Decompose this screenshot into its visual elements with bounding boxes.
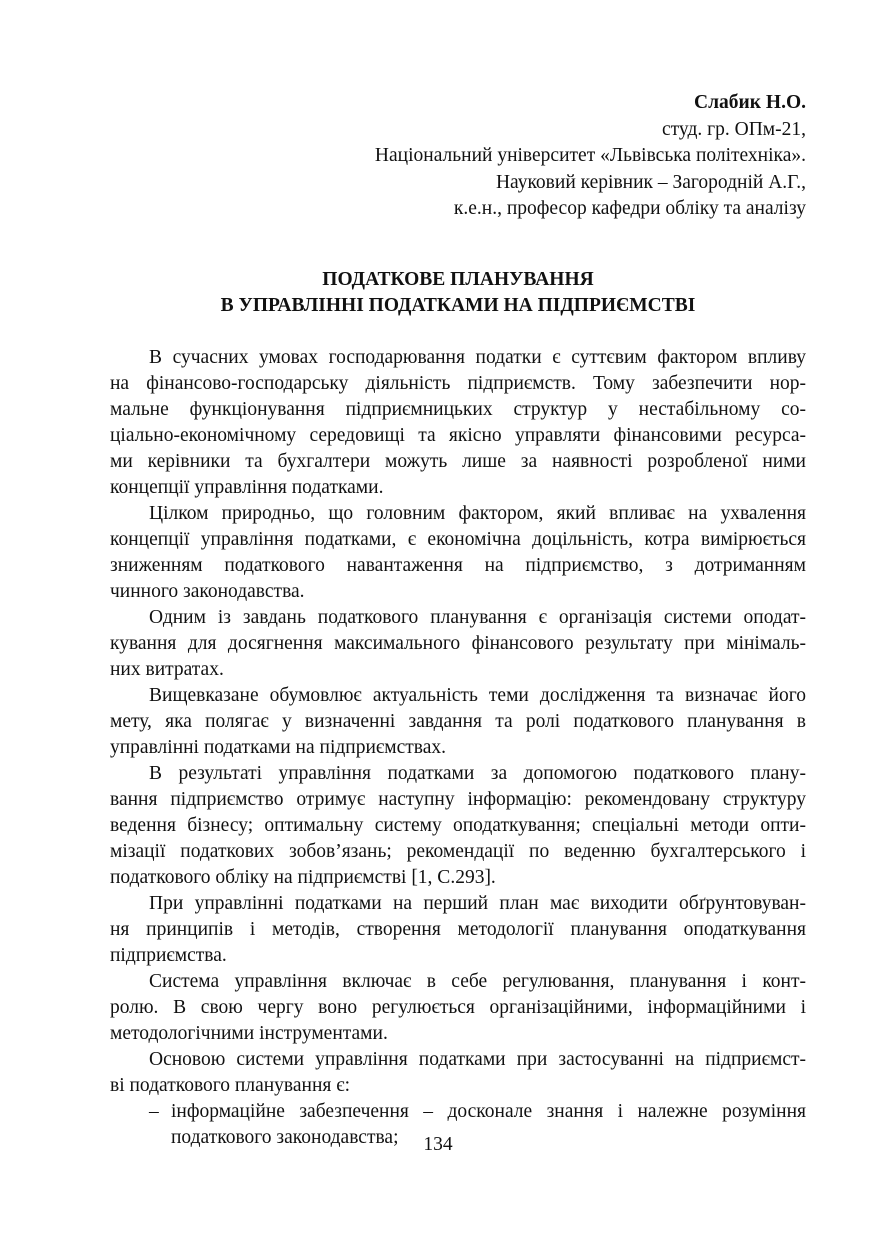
- paragraph-line: чинного законодавства.: [110, 580, 305, 602]
- article-title: [110, 267, 806, 319]
- paragraph-line: Система управління включає в себе регулювання, планування і конт-: [149, 970, 806, 992]
- paragraph-line: ві податкового планування є:: [110, 1074, 351, 1096]
- paragraph: [110, 891, 806, 969]
- author-name: Слабик Н.О.: [694, 92, 806, 113]
- paragraph-line: Вищевказане обумовлює актуальність теми дослідження та визначає його: [149, 684, 806, 706]
- page-number: 134: [423, 1134, 453, 1155]
- paragraph-line: на фінансово-господарську діяльність підприємств. Тому забезпечити нор-: [110, 372, 806, 394]
- paragraph-line: мізації податкових зобов’язань; рекомендації по веденню бухгалтерського і: [110, 840, 806, 862]
- author-university: Національний університет «Львівська політехніка».: [374, 145, 806, 166]
- document-page: [110, 90, 806, 1151]
- list-item-line: інформаційне забезпечення – досконале знання і належне розуміння: [171, 1100, 806, 1122]
- supervisor-title: к.е.н., професор кафедри обліку та аналізу: [453, 198, 806, 219]
- paragraph-line: методологічними інструментами.: [110, 1022, 388, 1044]
- author-group: студ. гр. ОПм-21,: [662, 118, 806, 140]
- paragraph: [110, 605, 806, 683]
- list-item-line: податкового законодавства;: [171, 1126, 399, 1148]
- title-line-1: ПОДАТКОВЕ ПЛАНУВАННЯ: [322, 268, 594, 290]
- paragraph-line: мету, яка полягає у визначенні завдання та ролі податкового планування в: [110, 710, 806, 732]
- paragraph-line: Одним із завдань податкового планування є організація системи оподат-: [149, 606, 806, 628]
- paragraph: [110, 345, 806, 501]
- paragraph: [110, 969, 806, 1047]
- paragraph-line: ролю. В свою чергу воно регулюється організаційними, інформаційними і: [110, 996, 806, 1018]
- paragraph-line: В результаті управління податками за допомогою податкового плану-: [149, 762, 806, 784]
- paragraph-line: зниженням податкового навантаження на підприємство, з дотриманням: [110, 554, 806, 576]
- paragraph-line: ціально-економічному середовищі та якісно управляти фінансовими ресурса-: [110, 424, 806, 446]
- paragraph: [110, 501, 806, 605]
- paragraph-line: ми керівники та бухгалтери можуть лише за наявності розробленої ними: [110, 450, 806, 472]
- paragraph-line: управлінні податками на підприємствах.: [110, 736, 447, 758]
- paragraph-line: Основою системи управління податками при застосуванні на підприємст-: [149, 1048, 806, 1070]
- paragraph-line: податкового обліку на підприємстві [1, С.293].: [110, 866, 496, 888]
- paragraph-line: підприємства.: [110, 944, 227, 966]
- article-body: [110, 345, 806, 1151]
- paragraph-line: Цілком природньо, що головним фактором, який впливає на ухвалення: [149, 502, 806, 524]
- paragraph-line: ня принципів і методів, створення методології планування оподаткування: [110, 918, 806, 940]
- paragraph-line: ведення бізнесу; оптимальну систему оподаткування; спеціальні методи опти-: [110, 814, 806, 836]
- paragraph-line: кування для досягнення максимального фінансового результату при мінімаль-: [110, 632, 806, 654]
- paragraph-line: В сучасних умовах господарювання податки є суттєвим фактором впливу: [149, 346, 806, 368]
- paragraph-line: мальне функціонування підприємницьких структур у нестабільному со-: [110, 398, 806, 420]
- title-line-2: В УПРАВЛІННІ ПОДАТКАМИ НА ПІДПРИЄМСТВІ: [220, 294, 696, 316]
- list-dash: –: [149, 1100, 159, 1122]
- paragraph: [110, 683, 806, 761]
- paragraph: [110, 761, 806, 891]
- author-block: [110, 90, 806, 223]
- paragraph: [110, 1047, 806, 1099]
- supervisor: Науковий керівник – Загородній А.Г.,: [495, 171, 806, 193]
- paragraph-line: концепції управління податками.: [110, 476, 384, 498]
- paragraph-line: концепції управління податками, є економічна доцільність, котра вимірюється: [110, 528, 806, 550]
- paragraph-line: При управлінні податками на перший план має виходити обґрунтовуван-: [149, 892, 806, 914]
- paragraph-line: вання підприємство отримує наступну інформацію: рекомендовану структуру: [110, 788, 806, 810]
- paragraph-line: них витратах.: [110, 658, 224, 680]
